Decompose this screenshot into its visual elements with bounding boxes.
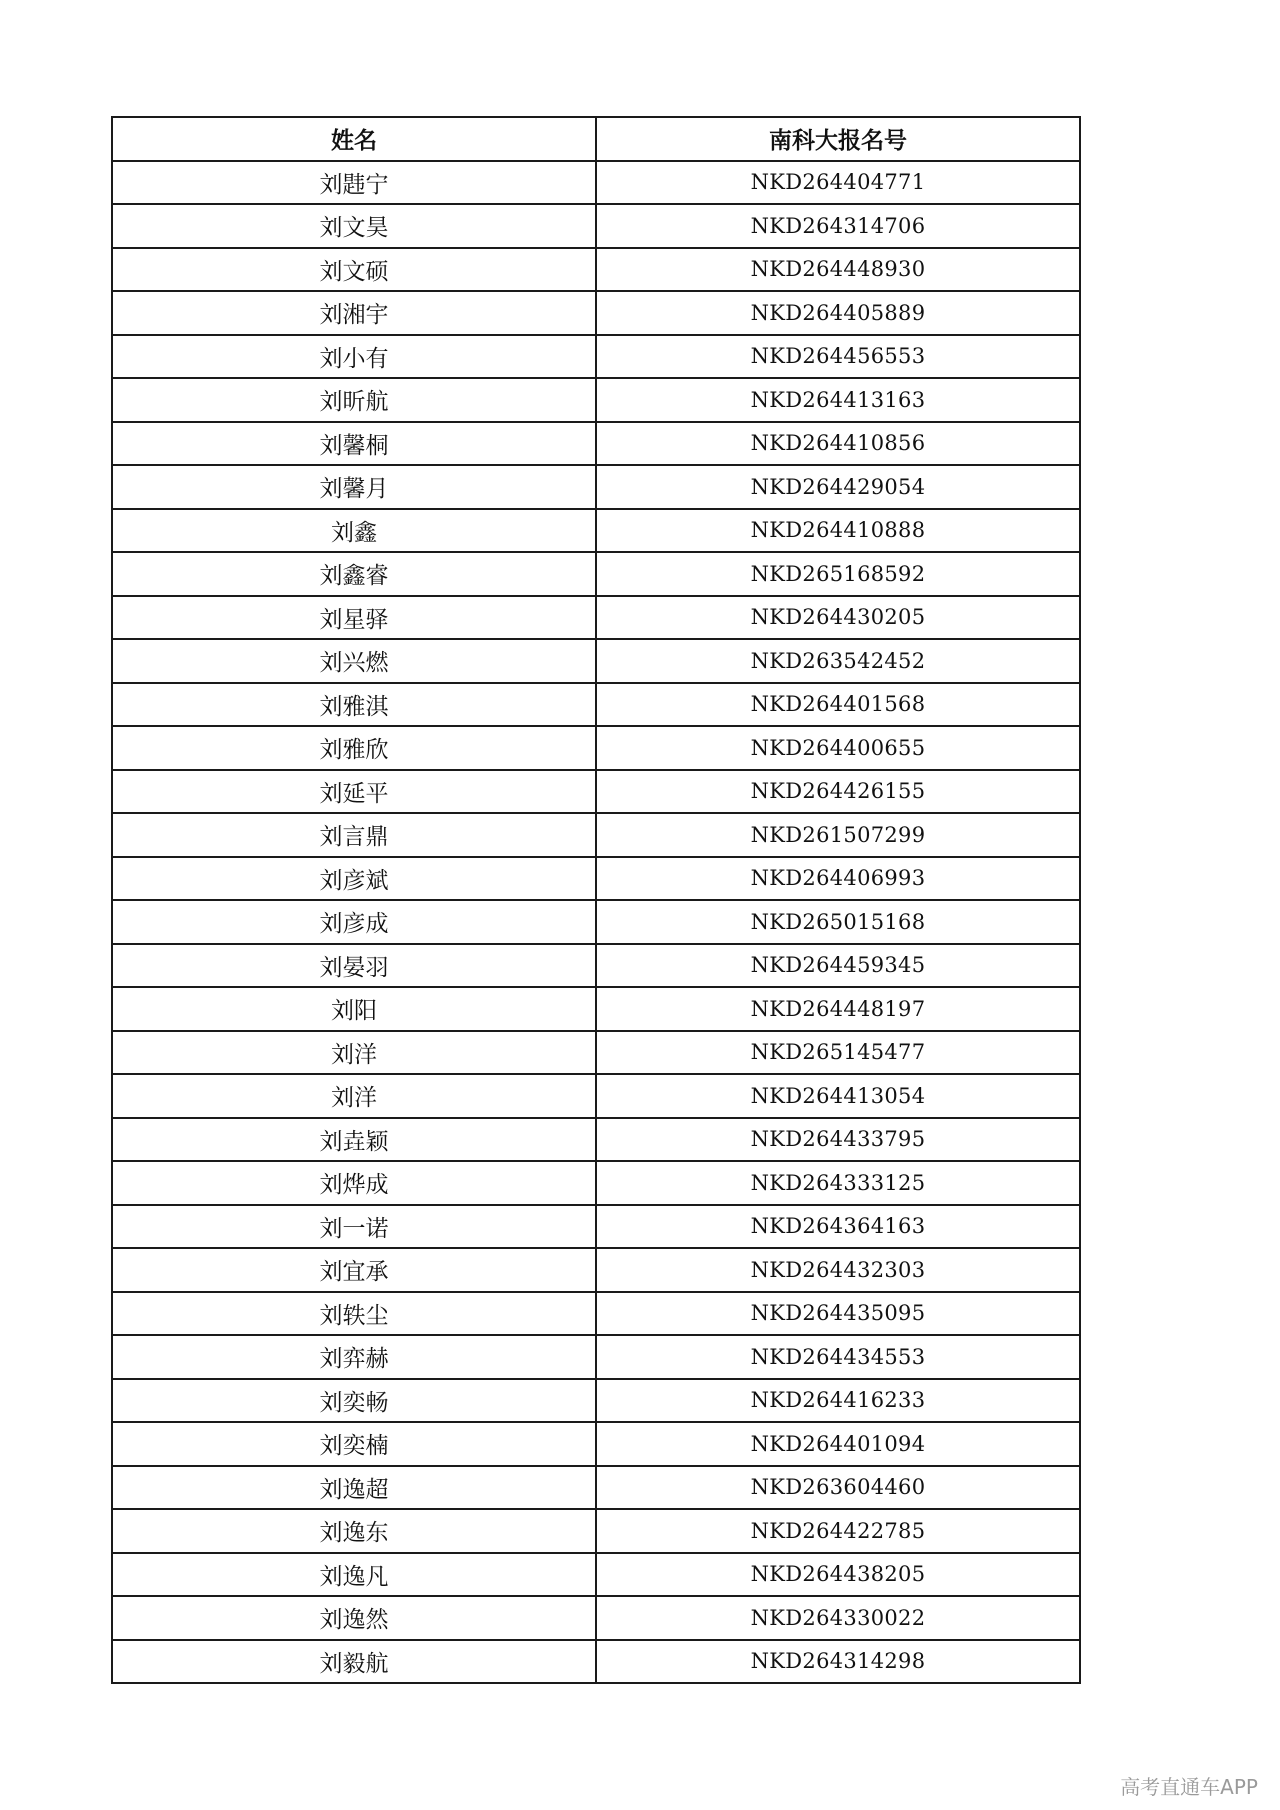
student-name-cell: 刘毅航 xyxy=(112,1640,596,1684)
registration-id-cell: NKD264410856 xyxy=(596,422,1080,466)
table-row xyxy=(112,1031,1080,1075)
student-name-cell: 刘馨桐 xyxy=(112,422,596,466)
table-row xyxy=(112,1074,1080,1118)
table-row xyxy=(112,1553,1080,1597)
student-name-cell: 刘奕畅 xyxy=(112,1379,596,1423)
table-row xyxy=(112,726,1080,770)
registration-id-cell: NKD264314298 xyxy=(596,1640,1080,1684)
table-row xyxy=(112,813,1080,857)
table-row xyxy=(112,1509,1080,1553)
student-name-cell: 刘彦斌 xyxy=(112,857,596,901)
table-row xyxy=(112,1118,1080,1162)
student-name-cell: 刘洋 xyxy=(112,1031,596,1075)
registration-id-cell: NKD264426155 xyxy=(596,770,1080,814)
table-row xyxy=(112,770,1080,814)
registration-id-cell: NKD264406993 xyxy=(596,857,1080,901)
table-row xyxy=(112,552,1080,596)
registration-id-cell: NKD264410888 xyxy=(596,509,1080,553)
student-name-cell: 刘韪宁 xyxy=(112,161,596,205)
table-row xyxy=(112,987,1080,1031)
registration-id-cell: NKD264433795 xyxy=(596,1118,1080,1162)
table-row xyxy=(112,1596,1080,1640)
table-row xyxy=(112,683,1080,727)
table-row xyxy=(112,378,1080,422)
table-row xyxy=(112,1466,1080,1510)
registration-id-cell: NKD264333125 xyxy=(596,1161,1080,1205)
student-name-cell: 刘鑫 xyxy=(112,509,596,553)
registration-id-cell: NKD264401568 xyxy=(596,683,1080,727)
student-name-cell: 刘星驿 xyxy=(112,596,596,640)
table-row xyxy=(112,900,1080,944)
student-name-cell: 刘奕楠 xyxy=(112,1422,596,1466)
registration-id-cell: NKD264422785 xyxy=(596,1509,1080,1553)
student-name-cell: 刘逸凡 xyxy=(112,1553,596,1597)
registration-id-cell: NKD264401094 xyxy=(596,1422,1080,1466)
registration-id-cell: NKD264456553 xyxy=(596,335,1080,379)
registration-id-cell: NKD263604460 xyxy=(596,1466,1080,1510)
roster-table xyxy=(111,116,1081,1684)
student-name-cell: 刘晏羽 xyxy=(112,944,596,988)
registration-id-cell: NKD264404771 xyxy=(596,161,1080,205)
table-row xyxy=(112,465,1080,509)
student-name-cell: 刘文昊 xyxy=(112,204,596,248)
table-row xyxy=(112,1335,1080,1379)
registration-id-cell: NKD263542452 xyxy=(596,639,1080,683)
registration-id-cell: NKD264459345 xyxy=(596,944,1080,988)
student-name-cell: 刘雅欣 xyxy=(112,726,596,770)
registration-id-cell: NKD264429054 xyxy=(596,465,1080,509)
registration-id-cell: NKD264364163 xyxy=(596,1205,1080,1249)
student-name-cell: 刘轶尘 xyxy=(112,1292,596,1336)
registration-id-cell: NKD264435095 xyxy=(596,1292,1080,1336)
table-row xyxy=(112,639,1080,683)
student-name-cell: 刘垚颖 xyxy=(112,1118,596,1162)
student-name-cell: 刘洋 xyxy=(112,1074,596,1118)
roster-body xyxy=(112,161,1080,1684)
table-row xyxy=(112,291,1080,335)
registration-id-cell: NKD261507299 xyxy=(596,813,1080,857)
student-name-cell: 刘言鼎 xyxy=(112,813,596,857)
student-name-cell: 刘小有 xyxy=(112,335,596,379)
roster-sheet xyxy=(111,116,1081,1684)
student-name-cell: 刘烨成 xyxy=(112,1161,596,1205)
registration-id-cell: NKD264413163 xyxy=(596,378,1080,422)
registration-id-cell: NKD264438205 xyxy=(596,1553,1080,1597)
table-row xyxy=(112,1292,1080,1336)
student-name-cell: 刘弈赫 xyxy=(112,1335,596,1379)
student-name-cell: 刘雅淇 xyxy=(112,683,596,727)
registration-id-cell: NKD264430205 xyxy=(596,596,1080,640)
table-row xyxy=(112,1205,1080,1249)
table-row xyxy=(112,1161,1080,1205)
header-name: 姓名 xyxy=(112,117,596,161)
student-name-cell: 刘延平 xyxy=(112,770,596,814)
student-name-cell: 刘馨月 xyxy=(112,465,596,509)
registration-id-cell: NKD264413054 xyxy=(596,1074,1080,1118)
student-name-cell: 刘宜承 xyxy=(112,1248,596,1292)
table-row xyxy=(112,204,1080,248)
student-name-cell: 刘鑫睿 xyxy=(112,552,596,596)
table-row xyxy=(112,509,1080,553)
registration-id-cell: NKD264405889 xyxy=(596,291,1080,335)
table-row xyxy=(112,1379,1080,1423)
registration-id-cell: NKD264448930 xyxy=(596,248,1080,292)
registration-id-cell: NKD265168592 xyxy=(596,552,1080,596)
table-row xyxy=(112,944,1080,988)
table-row xyxy=(112,1248,1080,1292)
student-name-cell: 刘湘宇 xyxy=(112,291,596,335)
registration-id-cell: NKD264432303 xyxy=(596,1248,1080,1292)
table-row xyxy=(112,161,1080,205)
table-row xyxy=(112,857,1080,901)
student-name-cell: 刘逸然 xyxy=(112,1596,596,1640)
student-name-cell: 刘文硕 xyxy=(112,248,596,292)
registration-id-cell: NKD265145477 xyxy=(596,1031,1080,1075)
student-name-cell: 刘一诺 xyxy=(112,1205,596,1249)
table-row xyxy=(112,422,1080,466)
table-row xyxy=(112,1640,1080,1684)
student-name-cell: 刘阳 xyxy=(112,987,596,1031)
student-name-cell: 刘逸超 xyxy=(112,1466,596,1510)
registration-id-cell: NKD264448197 xyxy=(596,987,1080,1031)
header-row xyxy=(112,117,1080,161)
header-registration-id: 南科大报名号 xyxy=(596,117,1080,161)
registration-id-cell: NKD265015168 xyxy=(596,900,1080,944)
student-name-cell: 刘昕航 xyxy=(112,378,596,422)
student-name-cell: 刘逸东 xyxy=(112,1509,596,1553)
registration-id-cell: NKD264330022 xyxy=(596,1596,1080,1640)
registration-id-cell: NKD264416233 xyxy=(596,1379,1080,1423)
student-name-cell: 刘兴燃 xyxy=(112,639,596,683)
table-row xyxy=(112,335,1080,379)
watermark-text: 高考直通车APP xyxy=(1120,1775,1258,1799)
registration-id-cell: NKD264434553 xyxy=(596,1335,1080,1379)
student-name-cell: 刘彦成 xyxy=(112,900,596,944)
table-row xyxy=(112,1422,1080,1466)
registration-id-cell: NKD264314706 xyxy=(596,204,1080,248)
registration-id-cell: NKD264400655 xyxy=(596,726,1080,770)
table-row xyxy=(112,248,1080,292)
table-row xyxy=(112,596,1080,640)
